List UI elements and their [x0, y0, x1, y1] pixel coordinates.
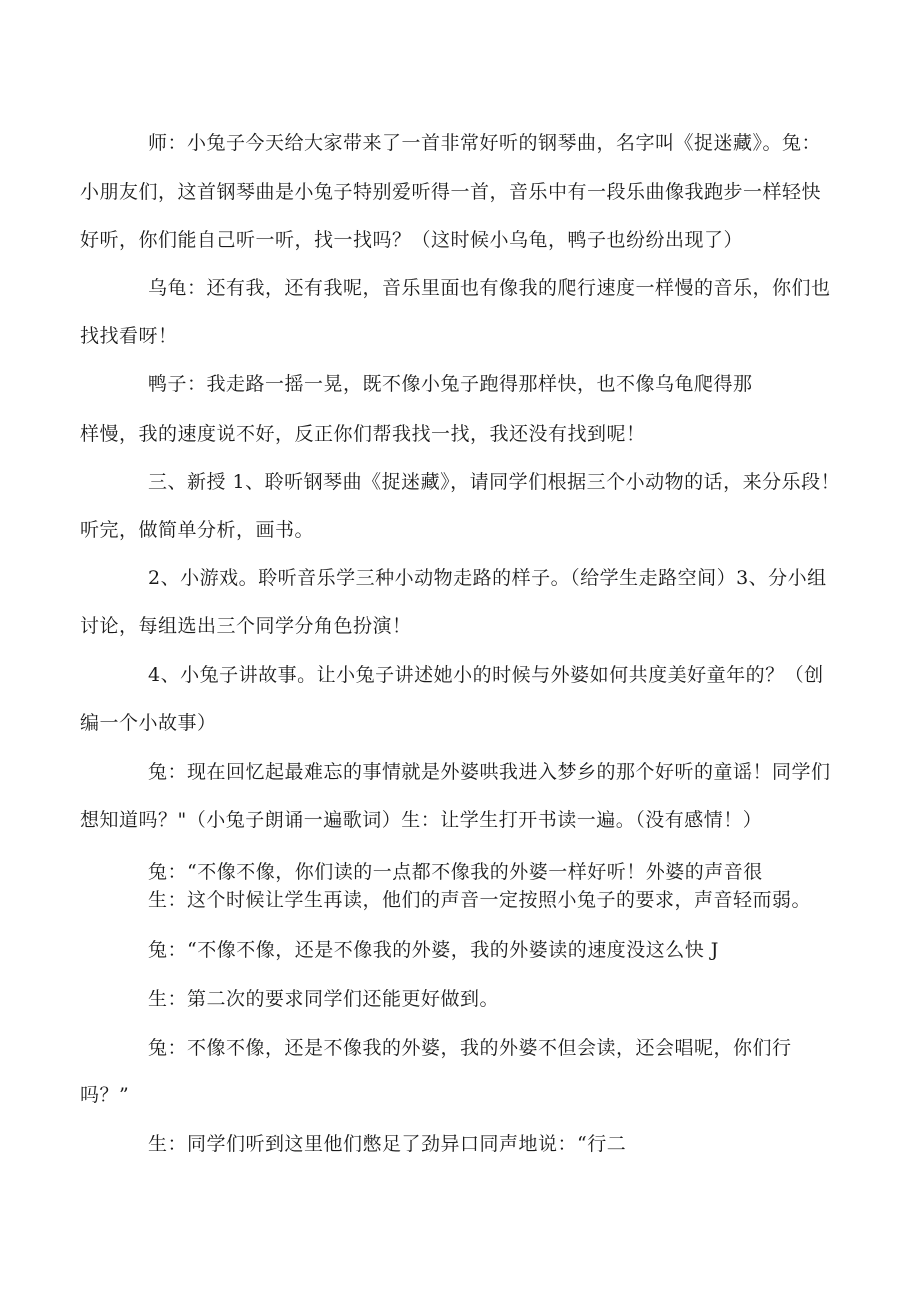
- text-line-10: 2、小游戏。聆听音乐学三种小动物走路的样子。（给学生走路空间）3、分小组: [148, 567, 827, 589]
- text-line-5: 找找看呀！: [80, 325, 178, 347]
- text-line-9: 听完，做简单分析，画书。: [80, 519, 315, 541]
- text-line-12: 4、小兔子讲故事。让小兔子讲述她小的时候与外婆如何共度美好童年的？（创: [148, 664, 824, 686]
- text-line-17: 生：这个时候让学生再读，他们的声音一定按照小兔子的要求，声音轻而弱。: [148, 889, 812, 911]
- text-line-13: 编一个小故事）: [80, 712, 217, 734]
- text-line-15: 想知道吗？"（小兔子朗诵一遍歌词）生：让学生打开书读一遍。（没有感情！）: [80, 809, 763, 831]
- text-line-1: 师：小兔子今天给大家带来了一首非常好听的钢琴曲，名字叫《捉迷藏》。兔：: [148, 132, 822, 154]
- text-line-14: 兔：现在回忆起最难忘的事情就是外婆哄我进入梦乡的那个好听的童谣！同学们: [148, 761, 831, 783]
- text-line-20: 兔：不像不像，还是不像我的外婆，我的外婆不但会读，还会唱呢，你们行: [148, 1037, 792, 1059]
- text-line-2: 小朋友们，这首钢琴曲是小兔子特别爱听得一首，音乐中有一段乐曲像我跑步一样轻快: [80, 181, 822, 203]
- text-line-6: 鸭子：我走路一摇一晃，既不像小兔子跑得那样快，也不像乌龟爬得那: [148, 373, 753, 395]
- text-line-22: 生：同学们听到这里他们憋足了劲异口同声地说：“行二: [148, 1133, 627, 1155]
- text-line-4: 乌龟：还有我，还有我呢，音乐里面也有像我的爬行速度一样慢的音乐，你们也: [148, 277, 831, 299]
- text-line-11: 讨论，每组选出三个同学分角色扮演！: [80, 615, 412, 637]
- text-line-21: 吗？”: [80, 1084, 130, 1106]
- text-line-8: 三、新授 1、聆听钢琴曲《捉迷藏》，请同学们根据三个小动物的话，来分乐段！: [148, 471, 841, 493]
- text-line-3: 好听，你们能自己听一听，找一找吗？（这时候小乌龟，鸭子也纷纷出现了）: [80, 229, 744, 251]
- text-line-7: 样慢，我的速度说不好，反正你们帮我找一找，我还没有找到呢！: [80, 423, 646, 445]
- text-line-19: 生：第二次的要求同学们还能更好做到。: [148, 988, 500, 1010]
- text-line-16: 兔：“不像不像，你们读的一点都不像我的外婆一样好听！外婆的声音很: [148, 861, 763, 883]
- text-line-18: 兔：“不像不像，还是不像我的外婆，我的外婆读的速度没这么快 J: [148, 939, 719, 961]
